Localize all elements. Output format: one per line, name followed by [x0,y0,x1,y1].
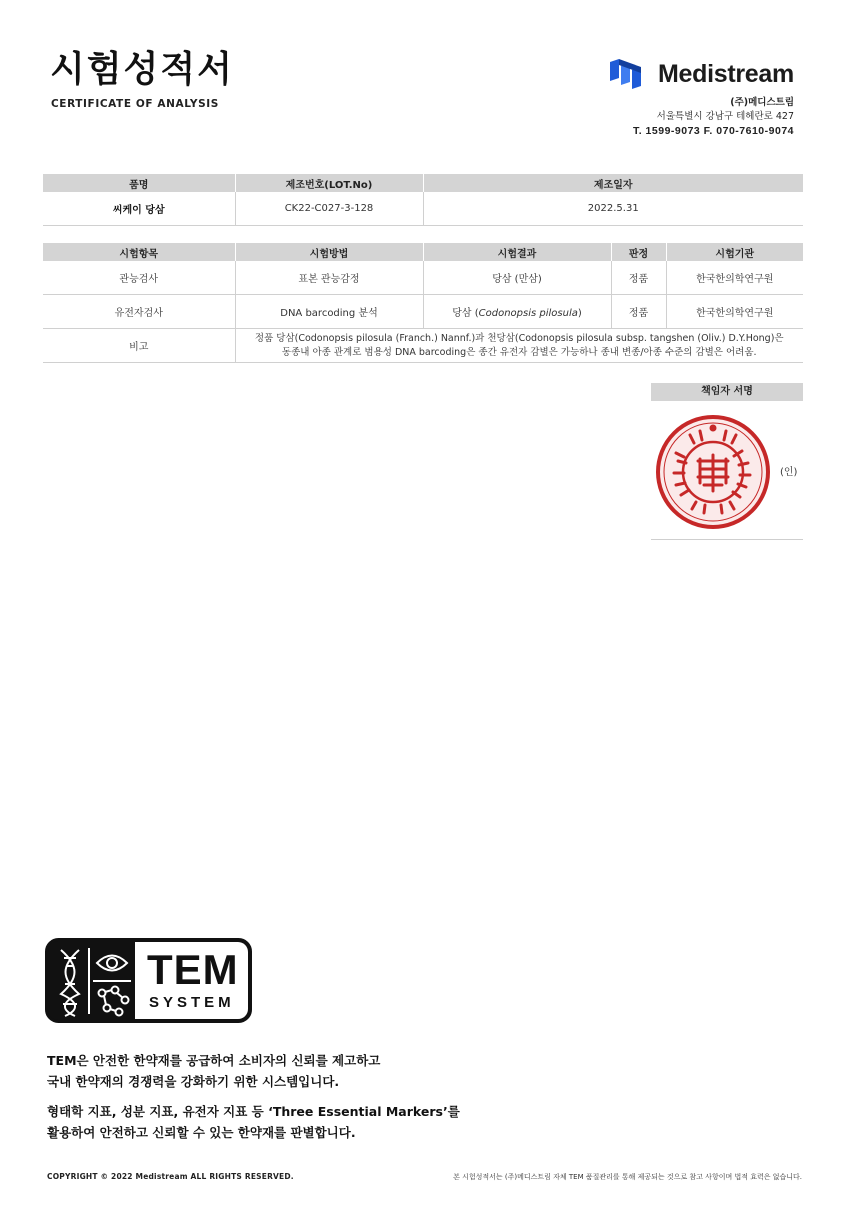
product-name: 씨케이 당삼 [43,192,235,226]
medistream-logo-icon [608,58,650,90]
header-lot-number: 제조번호(LOT.No) [235,174,423,192]
tem-sub-wordmark: SYSTEM [149,994,235,1011]
test-verdict: 정품 [611,261,666,295]
table-row [43,192,803,226]
header-manufacture-date: 제조일자 [423,174,803,192]
company-contact: T. 1599-9073 F. 070-7610-9074 [632,125,794,137]
test-item: 유전자검사 [43,295,235,329]
result-prefix: 당삼 ( [452,308,479,319]
remark-label: 비고 [43,329,235,363]
header-verdict: 판정 [611,243,666,261]
result-species: Codonopsis pilosula [478,308,578,319]
medistream-logo [608,58,794,90]
test-method: 표본 관능감정 [235,261,423,295]
seal-stamp-icon [654,413,772,531]
document-subtitle: CERTIFICATE OF ANALYSIS [51,98,219,110]
table-row [43,295,803,329]
table-row [43,261,803,295]
header-test-result: 시험결과 [423,243,611,261]
test-result [423,295,611,329]
remark-text [235,329,803,363]
company-address: 서울특별시 강남구 테헤란로 427 [656,111,794,122]
logo-wordmark: Medistream [658,59,794,88]
test-method: DNA barcoding 분석 [235,295,423,329]
document-title: 시험성적서 [50,49,234,90]
company-name: (주)메디스트림 [730,97,794,108]
remark-line-1: 정품 당삼(Codonopsis pilosula (Franch.) Nannf.)과 천당삼(Codonopsis pilosula subsp. tangshen (Oliv.) D.Y.Hong)은 [254,332,784,344]
header-test-org: 시험기관 [666,243,803,261]
tem-description-markers [47,1101,460,1143]
seal-mark: (인) [780,467,798,478]
signature-divider [651,539,803,540]
product-table [43,174,803,226]
test-item: 관능검사 [43,261,235,295]
tem-desc-line-1: TEM은 안전한 한약재를 공급하여 소비자의 신뢰를 제고하고 [47,1053,381,1068]
table-row [43,329,803,363]
manufacture-date: 2022.5.31 [423,192,803,226]
test-verdict: 정품 [611,295,666,329]
tem-desc-line-4: 활용하여 안전하고 신뢰할 수 있는 한약재를 판별합니다. [47,1125,356,1140]
test-result: 당삼 (만삼) [423,261,611,295]
tem-description [47,1050,380,1092]
official-seal [654,413,772,535]
tem-wordmark: TEM [147,946,239,993]
tem-desc-line-2: 국내 한약재의 경쟁력을 강화하기 위한 시스템입니다. [47,1074,340,1089]
signature-label: 책임자 서명 [651,383,803,401]
company-info [633,96,794,138]
test-results-table [43,243,803,363]
table-header-row [43,243,803,261]
test-org: 한국한의학연구원 [666,261,803,295]
remark-line-2: 동종내 아종 관계로 범용성 DNA barcoding은 종간 유전자 감별은 가능하나 종내 변종/아종 수준의 감별은 어려움. [281,346,757,358]
table-header-row [43,174,803,192]
test-org: 한국한의학연구원 [666,295,803,329]
header-test-method: 시험방법 [235,243,423,261]
lot-number: CK22-C027-3-128 [235,192,423,226]
disclaimer-text: 본 시험성적서는 (주)메디스트림 자체 TEM 품질관리를 통해 제공되는 것으로 참고 사항이며 법적 효력은 없습니다. [453,1173,802,1181]
header-test-item: 시험항목 [43,243,235,261]
result-suffix: ) [577,308,582,319]
copyright-text: COPYRIGHT © 2022 Medistream ALL RIGHTS RESERVED. [47,1172,294,1181]
header-product-name: 품명 [43,174,235,192]
tem-desc-line-3: 형태학 지표, 성분 지표, 유전자 지표 등 ‘Three Essential Markers’를 [47,1104,460,1119]
